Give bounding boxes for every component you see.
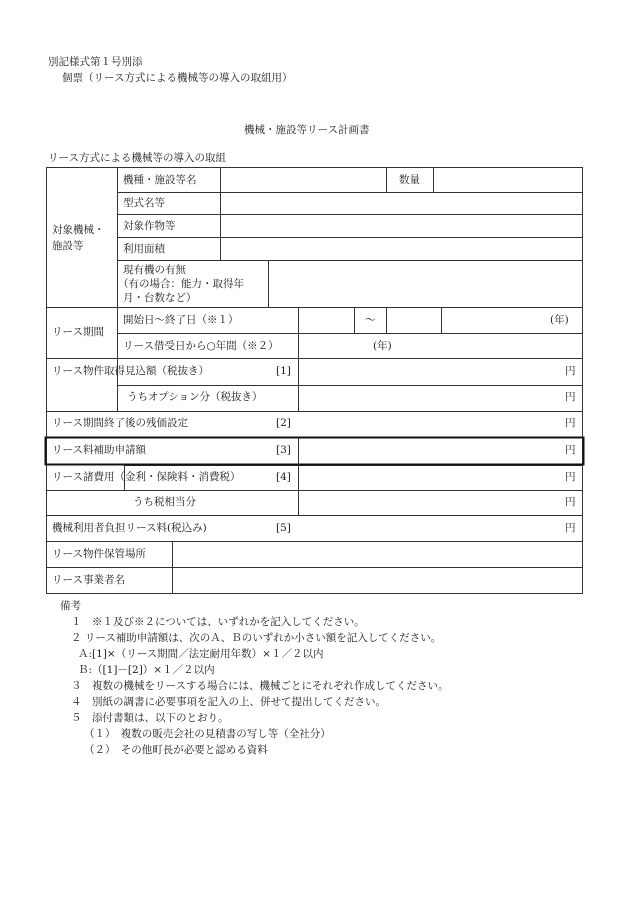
machine-name-label: 機種・施設等名: [123, 174, 197, 186]
user-burden-num: [5]: [276, 522, 291, 534]
target-crop-label: 対象作物等: [123, 220, 176, 232]
yen-label: 円: [565, 365, 576, 377]
note-5: ５ 添付書類は、以下のとおり。: [71, 712, 229, 724]
usage-area-label: 利用面積: [123, 243, 165, 255]
lessor-label: リース事業者名: [52, 574, 125, 586]
target-group-label-1: 対象機械・: [52, 224, 105, 236]
target-group-label-2: 施設等: [52, 240, 84, 252]
existing-machine-label-1: 現有機の有無: [123, 264, 186, 276]
user-burden-label: 機械利用者負担リース料(税込み): [52, 522, 207, 534]
existing-machine-label-3: 月・台数など）: [123, 292, 197, 304]
yen-label: 円: [565, 522, 576, 534]
tilde-label: ～: [365, 314, 376, 326]
acquisition-cost-label: リース物件取得見込額（税抜き）: [52, 365, 209, 377]
subsidy-num: [3]: [276, 444, 291, 456]
form-number: 別記様式第１号別添: [48, 56, 143, 68]
note-2b: Ｂ:（[1]－[2]）×１／２以内: [78, 664, 215, 676]
note-3: ３ 複数の機械をリースする場合には、機械ごとにそれぞれ作成してください。: [71, 680, 449, 692]
option-label: うちオプション分（税抜き）: [127, 391, 263, 403]
note-2: ２ リース補助申請額は、次のＡ、Ｂのいずれか小さい額を記入してください。: [71, 632, 442, 644]
residual-label: リース期間終了後の残価設定: [52, 417, 188, 429]
expenses-label: リース諸費用（金利・保険料・消費税）: [52, 471, 241, 483]
yen-label: 円: [565, 391, 576, 403]
storage-label: リース物件保管場所: [52, 548, 146, 560]
year-unit-label-2: (年): [373, 340, 392, 352]
residual-num: [2]: [276, 417, 291, 429]
page-title: 機械・施設等リース計画書: [244, 124, 370, 136]
quantity-label: 数量: [399, 174, 420, 186]
years-from-receipt-label: リース借受日から○年間（※２）: [123, 340, 279, 352]
model-name-label: 型式名等: [123, 197, 165, 209]
start-end-label: 開始日～終了日（※１）: [123, 314, 239, 326]
note-5-2: （２） その他町長が必要と認める資料: [84, 744, 268, 756]
note-4: ４ 別紙の調書に必要事項を記入の上、併せて提出してください。: [71, 696, 386, 708]
expenses-num: [4]: [276, 471, 291, 483]
yen-label: 円: [565, 444, 576, 456]
subsidy-label: リース料補助申請額: [52, 444, 146, 456]
lease-period-label: リース期間: [52, 326, 104, 338]
form-subtitle: 個票（リース方式による機械等の導入の取組用）: [62, 72, 293, 84]
notes-heading: 備考: [60, 600, 81, 612]
yen-label: 円: [565, 471, 576, 483]
section-heading: リース方式による機械等の導入の取組: [48, 152, 226, 164]
acquisition-cost-num: [1]: [276, 365, 291, 377]
note-1: １ ※１及び※２については、いずれかを記入してください。: [71, 616, 365, 628]
year-unit-label: (年): [550, 314, 569, 326]
note-5-1: （１） 複数の販売会社の見積書の写し等（全社分）: [84, 728, 331, 740]
yen-label: 円: [565, 417, 576, 429]
tax-label: うち税相当分: [133, 496, 196, 508]
yen-label: 円: [565, 496, 576, 508]
existing-machine-label-2: （有の場合：能力・取得年: [118, 278, 244, 290]
note-2a: Ａ:[1]×（リース期間／法定耐用年数）×１／２以内: [78, 648, 324, 660]
